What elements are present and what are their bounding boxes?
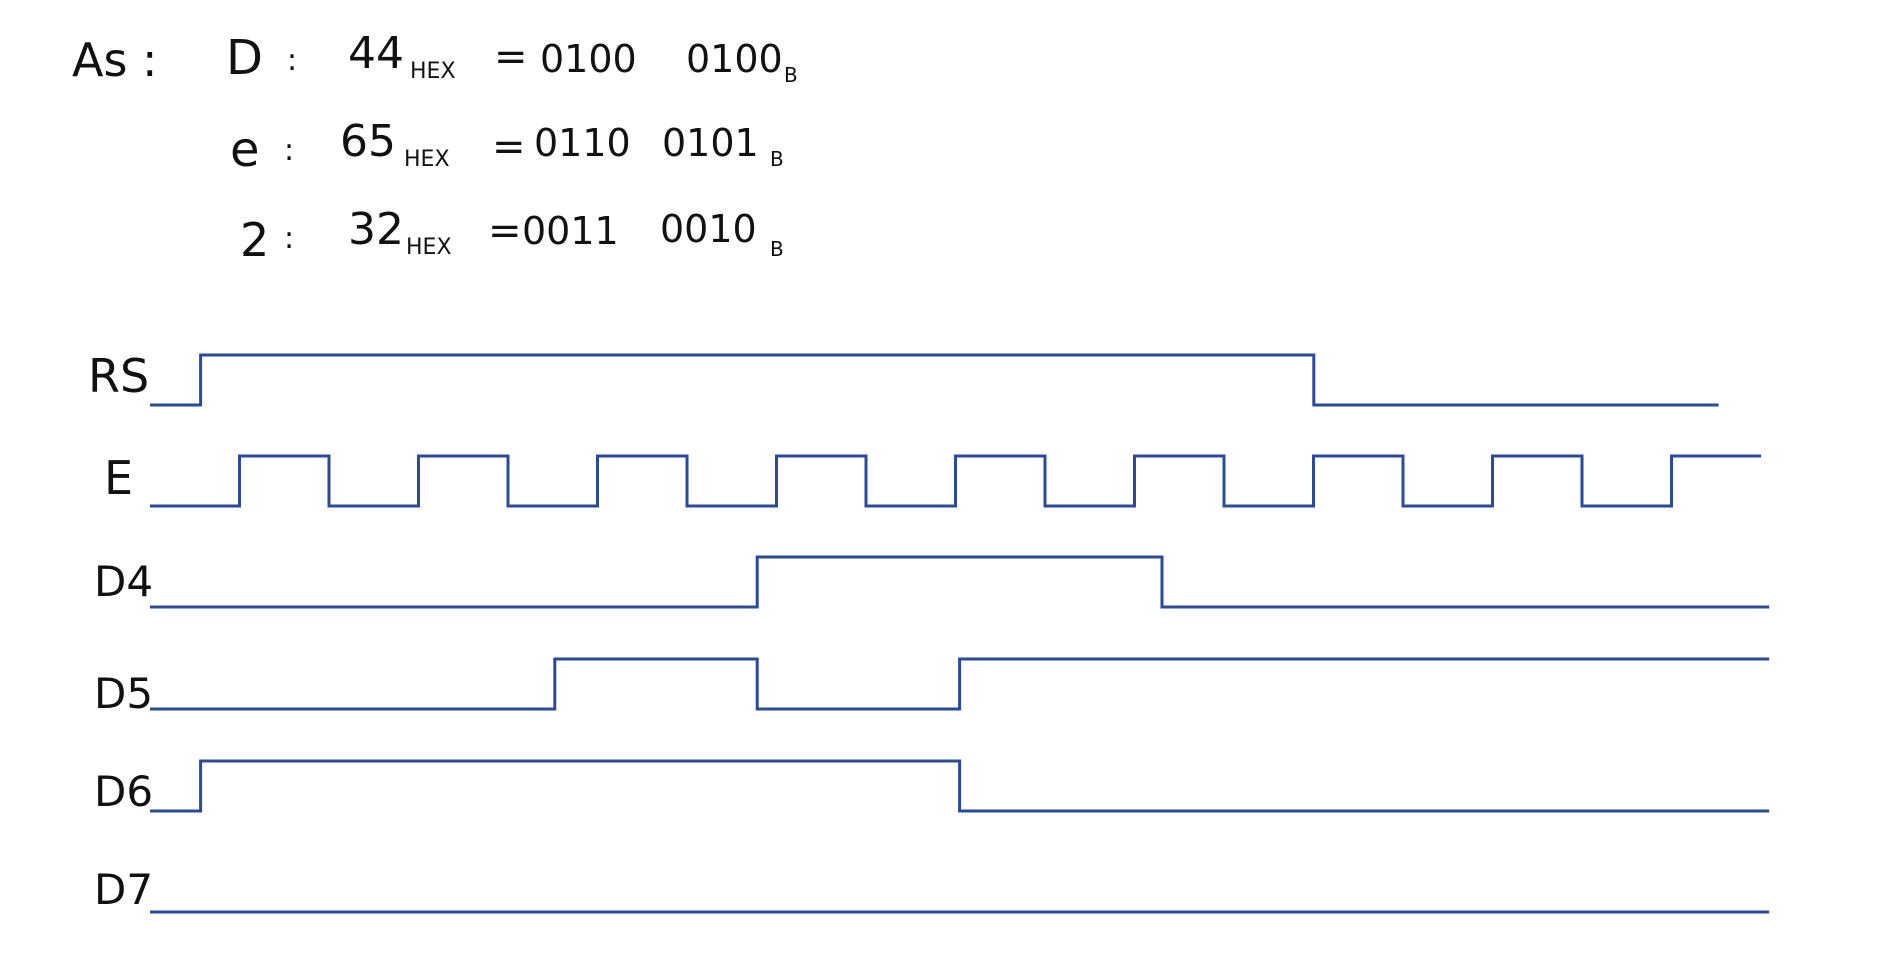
conversion-row-e — [230, 116, 784, 178]
signal-e — [104, 451, 1761, 506]
conversion-row-d — [226, 28, 798, 87]
signal-waveform — [150, 456, 1761, 506]
signal-d7 — [94, 865, 1769, 914]
signal-waveform — [150, 557, 1769, 607]
row-bin-sub: B — [770, 147, 784, 171]
row-hex-sub: HEX — [410, 59, 456, 84]
signal-d4 — [94, 557, 1769, 607]
signal-rs — [88, 349, 1719, 405]
row-colon: : — [284, 133, 295, 168]
row-colon: : — [284, 221, 295, 256]
signal-waveform — [150, 761, 1769, 811]
row-bin-sub: B — [784, 63, 798, 87]
signal-waveform — [150, 355, 1719, 405]
row-hex-sub: HEX — [406, 235, 452, 260]
row-nibble-lo: 0010 — [660, 207, 757, 251]
row-hex-sub: HEX — [404, 147, 450, 172]
row-colon: : — [287, 43, 298, 78]
row-hex: 44 — [348, 28, 404, 79]
timing-waveforms — [88, 349, 1769, 914]
signal-label: RS — [88, 349, 150, 403]
conversion-header — [72, 28, 798, 267]
row-equals: = — [492, 124, 526, 170]
signal-label: D4 — [94, 557, 154, 606]
row-char: e — [230, 122, 260, 178]
row-nibble-hi: 0011 — [522, 209, 619, 253]
signal-label: D5 — [94, 669, 154, 718]
row-equals: = — [494, 34, 528, 80]
row-hex: 65 — [340, 116, 396, 167]
row-char: D — [226, 30, 263, 86]
row-equals: = — [488, 208, 522, 254]
row-bin-sub: B — [770, 237, 784, 261]
row-nibble-lo: 0100 — [686, 37, 783, 81]
signal-waveform — [150, 659, 1769, 709]
signal-d5 — [94, 659, 1769, 718]
header-prefix: As : — [72, 33, 158, 87]
signal-label: E — [104, 451, 134, 505]
signal-label: D7 — [94, 865, 154, 914]
row-nibble-lo: 0101 — [662, 121, 759, 165]
signal-d6 — [94, 761, 1769, 816]
row-nibble-hi: 0100 — [540, 37, 637, 81]
signal-label: D6 — [94, 767, 154, 816]
row-hex: 32 — [348, 204, 404, 255]
row-nibble-hi: 0110 — [534, 121, 631, 165]
conversion-row-2 — [240, 204, 784, 267]
row-char: 2 — [240, 213, 270, 267]
